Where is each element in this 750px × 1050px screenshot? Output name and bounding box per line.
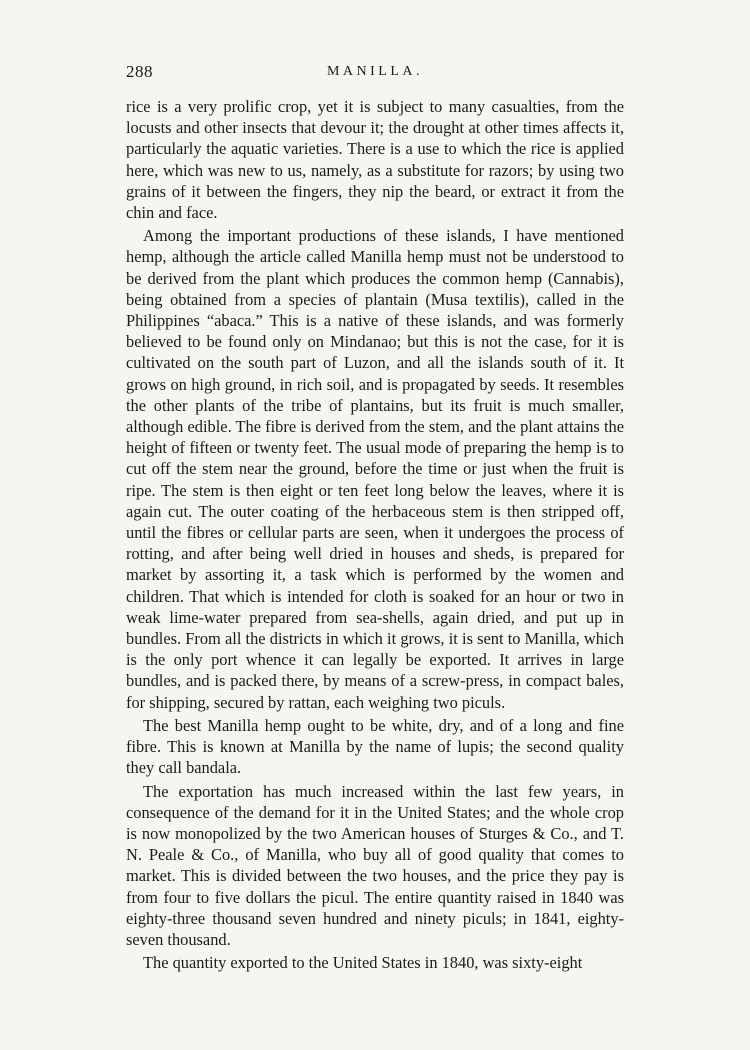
- paragraph-hemp-quality: The best Manilla hemp ought to be white, dry, and of a long and fine fibre. This is known at Manilla by the name of lupis; the second quality they call bandala.: [126, 715, 624, 778]
- paragraph-export-quantity: The quantity exported to the United States in 1840, was sixty-eight: [143, 953, 583, 973]
- body-text: [126, 96, 624, 973]
- paragraph-exportation: The exportation has much increased within the last few years, in consequence of the demand for it in the United States; and the whole crop is now monopolized by the two American houses of Sturges & Co., and T. N. Peale & Co., of Manilla, who buy all of good quality that comes to market. This is divided between the two houses, and the price they pay is from four to five dollars the picul. The entire quantity raised in 1840 was eighty-three thousand seven hundred and ninety piculs; in 1841, eighty-seven thousand.: [126, 781, 624, 949]
- page-number: 288: [126, 62, 153, 81]
- paragraph-hemp-production: Among the important productions of these islands, I have mentioned hemp, although the article called Manilla hemp must not be understood to be derived from the plant which produces the common hemp (Cannabis), being obtained from a species of plantain (Musa textilis), called in the Philippines “abaca.” This is a native of these islands, and was formerly believed to be found only on Mindanao; but this is not the case, for it is cultivated on the south part of Luzon, and all the islands south of it. It grows on high ground, in rich soil, and is propagated by seeds. It resembles the other plants of the tribe of plantains, but its fruit is much smaller, although edible. The fibre is derived from the stem, and the plant attains the height of fifteen or twenty feet. The usual mode of preparing the hemp is to cut off the stem near the ground, before the time or just when the fruit is ripe. The stem is then eight or ten feet long below the leaves, where it is again cut. The outer coating of the herbaceous stem is then stripped off, until the fibres or cellular parts are seen, when it undergoes the process of rotting, and after being well dried in houses and sheds, is prepared for market by assorting it, a task which is performed by the women and children. That which is intended for cloth is soaked for an hour or two in weak lime-water prepared from sea-shells, again dried, and put up in bundles. From all the districts in which it grows, it is sent to Manilla, which is the only port whence it can legally be exported. It arrives in large bundles, and is packed there, by means of a screw-press, in compact bales, for shipping, secured by rattan, each weighing two piculs.: [126, 226, 624, 712]
- paragraph-continued: rice is a very prolific crop, yet it is subject to many casualties, from the locusts and other insects that devour it; the drought at other times affects it, particularly the aquatic varieties. There is a use to which the rice is applied here, which was new to us, namely, as a substitute for razors; by using two grains of it between the fingers, they nip the beard, or extract it from the chin and face.: [126, 97, 624, 223]
- running-head: MANILLA.: [326, 64, 424, 79]
- page-header: [126, 62, 624, 96]
